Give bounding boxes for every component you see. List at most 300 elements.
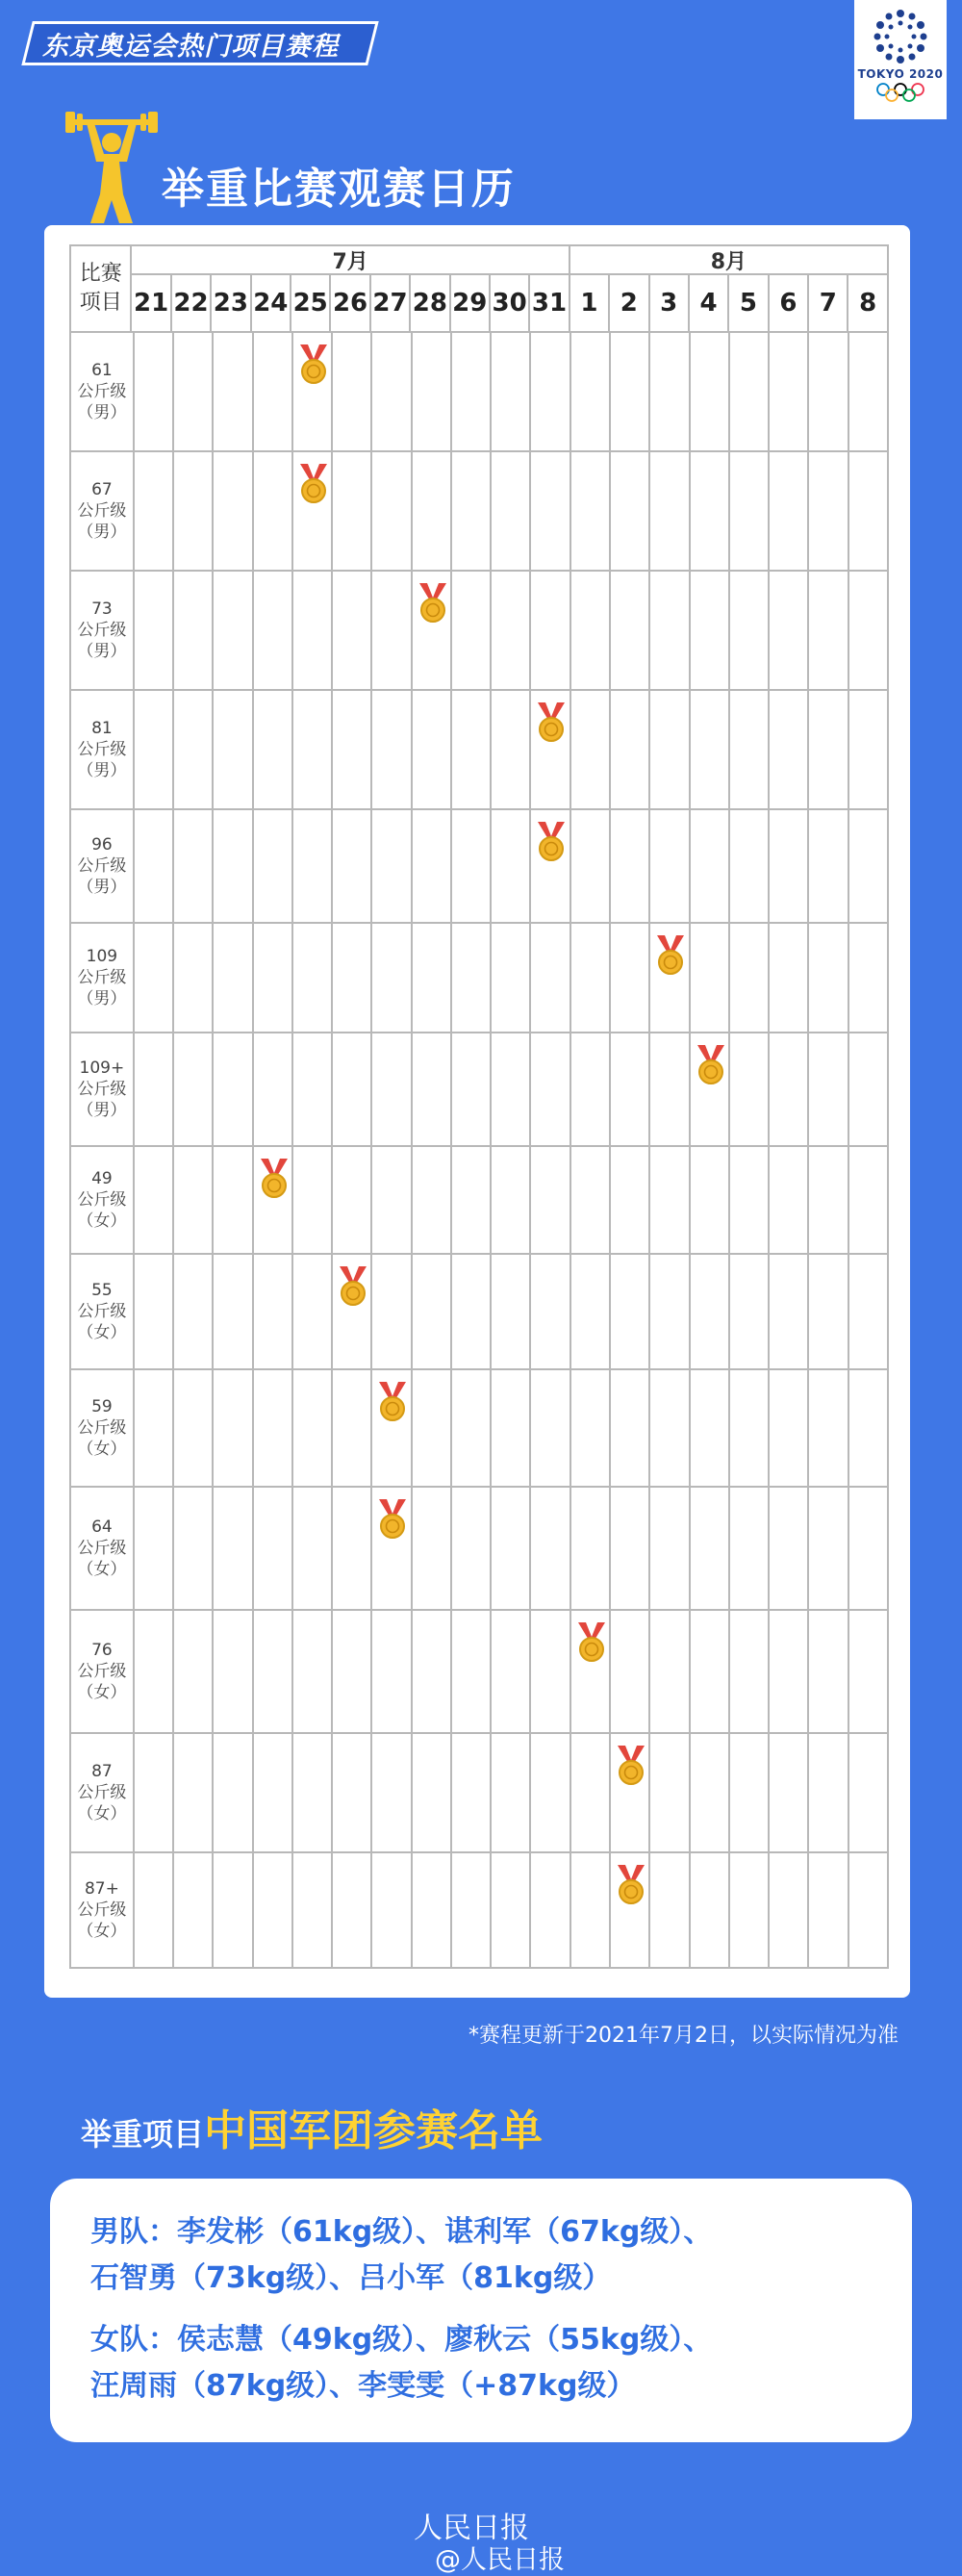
day-cell bbox=[452, 572, 492, 691]
day-cell bbox=[650, 572, 690, 691]
day-cell bbox=[174, 1488, 214, 1611]
event-category-cell bbox=[69, 1370, 135, 1488]
day-cell bbox=[531, 1488, 570, 1611]
day-cell bbox=[372, 810, 412, 924]
day-cell bbox=[650, 1488, 690, 1611]
banner-title: 东京奥运会热门项目赛程 bbox=[42, 32, 339, 62]
day-cell bbox=[372, 691, 412, 810]
calendar-body bbox=[69, 333, 889, 1969]
day-cell bbox=[611, 1611, 650, 1734]
day-cell bbox=[650, 1611, 690, 1734]
day-cell bbox=[730, 1255, 770, 1370]
day-cell bbox=[770, 572, 809, 691]
event-category-line3: （男） bbox=[77, 642, 127, 661]
corner-label-line2: 项目 bbox=[79, 291, 122, 315]
day-cell bbox=[492, 1734, 531, 1853]
day-cell bbox=[333, 452, 372, 572]
day-cell bbox=[413, 1853, 452, 1969]
day-cell bbox=[611, 1147, 650, 1255]
event-category-cell bbox=[69, 1734, 135, 1853]
date-header-cell: 30 bbox=[491, 273, 530, 333]
event-category-line1: 61 bbox=[91, 361, 113, 380]
date-header-cell: 5 bbox=[729, 273, 769, 333]
day-cell bbox=[492, 810, 531, 924]
day-cell bbox=[452, 1488, 492, 1611]
day-cell bbox=[135, 691, 174, 810]
gold-medal-icon bbox=[534, 820, 569, 868]
day-cell bbox=[809, 1255, 848, 1370]
event-row bbox=[69, 1853, 889, 1969]
day-cell bbox=[254, 1488, 293, 1611]
day-cell bbox=[293, 572, 333, 691]
day-cell bbox=[611, 333, 650, 452]
day-cell bbox=[611, 1255, 650, 1370]
day-cell bbox=[174, 1853, 214, 1969]
day-cell bbox=[135, 924, 174, 1033]
day-cell bbox=[571, 1255, 611, 1370]
day-cell bbox=[254, 1147, 293, 1255]
day-cell bbox=[413, 572, 452, 691]
month-label-2: 8月 bbox=[570, 244, 889, 273]
day-cell bbox=[174, 1255, 214, 1370]
date-header-cell: 3 bbox=[650, 273, 690, 333]
day-cell bbox=[531, 691, 570, 810]
day-cell bbox=[531, 1611, 570, 1734]
event-category-line2: 公斤级 bbox=[77, 1783, 127, 1802]
day-cell bbox=[492, 1370, 531, 1488]
day-cell bbox=[571, 1734, 611, 1853]
day-cell bbox=[293, 1734, 333, 1853]
date-header-cell: 6 bbox=[770, 273, 809, 333]
day-cell bbox=[531, 1147, 570, 1255]
event-category-cell bbox=[69, 1611, 135, 1734]
weightlifter-icon bbox=[62, 112, 162, 225]
event-category-cell bbox=[69, 1033, 135, 1147]
day-cell bbox=[611, 452, 650, 572]
day-cell bbox=[333, 924, 372, 1033]
day-cell bbox=[770, 1488, 809, 1611]
day-cell bbox=[214, 1033, 253, 1147]
day-cell bbox=[691, 924, 730, 1033]
date-header-cell: 28 bbox=[411, 273, 450, 333]
day-cell bbox=[452, 810, 492, 924]
day-cell bbox=[809, 1488, 848, 1611]
day-cell bbox=[531, 452, 570, 572]
day-cell bbox=[135, 1611, 174, 1734]
day-cell bbox=[730, 924, 770, 1033]
day-cell bbox=[849, 333, 889, 452]
day-cell bbox=[650, 1147, 690, 1255]
day-cell bbox=[413, 1370, 452, 1488]
calendar-header bbox=[69, 244, 889, 333]
day-cell bbox=[135, 1147, 174, 1255]
day-cell bbox=[770, 452, 809, 572]
day-cell bbox=[849, 810, 889, 924]
day-cell bbox=[293, 810, 333, 924]
day-cell bbox=[135, 333, 174, 452]
day-cell bbox=[174, 572, 214, 691]
gold-medal-icon bbox=[296, 462, 331, 510]
gold-medal-icon bbox=[574, 1620, 609, 1669]
day-cell bbox=[571, 452, 611, 572]
day-cell bbox=[174, 691, 214, 810]
day-cell bbox=[770, 810, 809, 924]
day-cell bbox=[214, 924, 253, 1033]
day-cell bbox=[254, 1033, 293, 1147]
day-cell bbox=[413, 1488, 452, 1611]
day-cell bbox=[849, 1853, 889, 1969]
day-cell bbox=[492, 1147, 531, 1255]
event-category-line2: 公斤级 bbox=[77, 621, 127, 640]
footer-handle: @人民日报 bbox=[435, 2545, 565, 2575]
day-cell bbox=[214, 1734, 253, 1853]
day-cell bbox=[174, 924, 214, 1033]
day-cell bbox=[809, 691, 848, 810]
day-cell bbox=[135, 1033, 174, 1147]
calendar-grid bbox=[69, 244, 889, 1969]
date-header-cell: 27 bbox=[371, 273, 411, 333]
month-row bbox=[132, 244, 889, 273]
day-cell bbox=[333, 1734, 372, 1853]
day-cell bbox=[333, 810, 372, 924]
day-cell bbox=[293, 1147, 333, 1255]
calendar-card bbox=[44, 225, 910, 1998]
day-cell bbox=[611, 572, 650, 691]
day-cell bbox=[333, 1488, 372, 1611]
event-row bbox=[69, 452, 889, 572]
day-cell bbox=[413, 924, 452, 1033]
day-cell bbox=[730, 1853, 770, 1969]
day-cell bbox=[333, 1370, 372, 1488]
gold-medal-icon bbox=[375, 1380, 410, 1428]
day-cell bbox=[809, 1370, 848, 1488]
day-cell bbox=[650, 1734, 690, 1853]
corner-label-line1: 比赛 bbox=[79, 262, 122, 286]
day-cell bbox=[174, 1033, 214, 1147]
day-cell bbox=[849, 452, 889, 572]
day-cell bbox=[770, 1370, 809, 1488]
day-cell bbox=[571, 1370, 611, 1488]
day-cell bbox=[214, 1147, 253, 1255]
day-cell bbox=[691, 333, 730, 452]
day-cell bbox=[770, 1255, 809, 1370]
day-cell bbox=[293, 1853, 333, 1969]
day-cell bbox=[691, 1370, 730, 1488]
event-category-line1: 109+ bbox=[79, 1058, 125, 1078]
event-category-line2: 公斤级 bbox=[77, 1302, 127, 1321]
day-cell bbox=[135, 452, 174, 572]
date-header-cell: 1 bbox=[570, 273, 610, 333]
gold-medal-icon bbox=[257, 1157, 291, 1205]
day-cell bbox=[611, 1370, 650, 1488]
day-cell bbox=[293, 1611, 333, 1734]
day-cell bbox=[531, 1255, 570, 1370]
day-cell bbox=[809, 452, 848, 572]
month-label-1: 7月 bbox=[132, 244, 570, 273]
day-cell bbox=[849, 1370, 889, 1488]
day-cell bbox=[413, 691, 452, 810]
day-cell bbox=[650, 1033, 690, 1147]
day-cell bbox=[492, 333, 531, 452]
day-cell bbox=[650, 1255, 690, 1370]
roster-title bbox=[81, 2096, 543, 2157]
day-cell bbox=[770, 691, 809, 810]
day-cell bbox=[333, 1255, 372, 1370]
event-category-line1: 67 bbox=[91, 480, 113, 499]
day-cell bbox=[214, 1370, 253, 1488]
roster-card bbox=[50, 2179, 912, 2442]
day-cell bbox=[293, 333, 333, 452]
tokyo-logo-text: TOKYO 2020 bbox=[857, 67, 944, 81]
gold-medal-icon bbox=[534, 701, 569, 749]
event-category-line2: 公斤级 bbox=[77, 1418, 127, 1438]
roster-title-prefix: 举重项目 bbox=[81, 2116, 205, 2153]
page-title: 举重比赛观赛日历 bbox=[162, 165, 516, 214]
day-cell bbox=[452, 333, 492, 452]
event-row bbox=[69, 1370, 889, 1488]
day-cell bbox=[531, 810, 570, 924]
event-category-line1: 64 bbox=[91, 1518, 113, 1537]
day-cell bbox=[254, 1611, 293, 1734]
day-cell bbox=[730, 1734, 770, 1853]
day-cell bbox=[254, 924, 293, 1033]
event-category-line1: 87 bbox=[91, 1762, 113, 1781]
event-category-line2: 公斤级 bbox=[77, 1900, 127, 1920]
date-header-cell: 26 bbox=[331, 273, 370, 333]
day-cell bbox=[730, 691, 770, 810]
event-category-line2: 公斤级 bbox=[77, 856, 127, 876]
event-category-line2: 公斤级 bbox=[77, 1662, 127, 1681]
day-cell bbox=[531, 1033, 570, 1147]
event-category-line3: （男） bbox=[77, 523, 127, 542]
day-cell bbox=[293, 1033, 333, 1147]
event-category-line3: （女） bbox=[77, 1440, 127, 1459]
day-cell bbox=[372, 1611, 412, 1734]
day-cell bbox=[174, 452, 214, 572]
day-cell bbox=[254, 1734, 293, 1853]
day-cell bbox=[135, 1488, 174, 1611]
day-cell bbox=[372, 452, 412, 572]
day-cell bbox=[254, 572, 293, 691]
day-cell bbox=[174, 1611, 214, 1734]
day-cell bbox=[571, 1488, 611, 1611]
gold-medal-icon bbox=[694, 1043, 728, 1091]
day-cell bbox=[293, 1370, 333, 1488]
day-cell bbox=[571, 924, 611, 1033]
event-row bbox=[69, 691, 889, 810]
event-category-line3: （男） bbox=[77, 989, 127, 1008]
day-cell bbox=[372, 1147, 412, 1255]
event-row bbox=[69, 924, 889, 1033]
day-cell bbox=[254, 1853, 293, 1969]
day-cell bbox=[611, 691, 650, 810]
day-cell bbox=[691, 691, 730, 810]
day-cell bbox=[372, 1033, 412, 1147]
event-row bbox=[69, 1734, 889, 1853]
day-cell bbox=[730, 1611, 770, 1734]
day-cell bbox=[691, 1488, 730, 1611]
day-cell bbox=[650, 1370, 690, 1488]
tokyo-emblem-icon bbox=[872, 8, 929, 65]
event-category-line3: （女） bbox=[77, 1683, 127, 1702]
day-cell bbox=[333, 1611, 372, 1734]
schedule-note: *赛程更新于2021年7月2日，以实际情况为准 bbox=[468, 2024, 899, 2048]
day-cell bbox=[413, 1033, 452, 1147]
event-category-cell bbox=[69, 1853, 135, 1969]
day-cell bbox=[333, 1147, 372, 1255]
day-cell bbox=[413, 1255, 452, 1370]
day-cell bbox=[770, 333, 809, 452]
day-cell bbox=[372, 572, 412, 691]
gold-medal-icon bbox=[296, 343, 331, 391]
day-cell bbox=[293, 452, 333, 572]
day-cell bbox=[135, 1370, 174, 1488]
day-cell bbox=[611, 1488, 650, 1611]
event-row bbox=[69, 572, 889, 691]
day-cell bbox=[691, 1853, 730, 1969]
event-category-line2: 公斤级 bbox=[77, 968, 127, 987]
day-cell bbox=[174, 1147, 214, 1255]
gold-medal-icon bbox=[614, 1863, 648, 1911]
event-category-cell bbox=[69, 1488, 135, 1611]
day-cell bbox=[650, 452, 690, 572]
day-cell bbox=[531, 333, 570, 452]
event-category-cell bbox=[69, 572, 135, 691]
day-cell bbox=[413, 1147, 452, 1255]
date-header-cell: 23 bbox=[212, 273, 251, 333]
event-category-line3: （男） bbox=[77, 761, 127, 780]
day-cell bbox=[691, 810, 730, 924]
event-category-line3: （女） bbox=[77, 1560, 127, 1579]
day-cell bbox=[135, 810, 174, 924]
day-cell bbox=[809, 333, 848, 452]
day-cell bbox=[691, 452, 730, 572]
date-header-cell: 22 bbox=[172, 273, 212, 333]
day-cell bbox=[254, 333, 293, 452]
day-cell bbox=[849, 572, 889, 691]
day-cell bbox=[492, 1488, 531, 1611]
gold-medal-icon bbox=[614, 1744, 648, 1792]
date-header-cell: 8 bbox=[848, 273, 888, 333]
day-cell bbox=[333, 691, 372, 810]
day-cell bbox=[809, 1611, 848, 1734]
day-cell bbox=[611, 1033, 650, 1147]
day-cell bbox=[611, 1734, 650, 1853]
date-header-cell: 25 bbox=[291, 273, 331, 333]
day-cell bbox=[293, 924, 333, 1033]
event-category-cell bbox=[69, 924, 135, 1033]
olympic-rings-icon bbox=[874, 83, 926, 102]
day-cell bbox=[293, 1488, 333, 1611]
day-cell bbox=[691, 1734, 730, 1853]
event-category-line1: 59 bbox=[91, 1397, 113, 1416]
day-cell bbox=[372, 1488, 412, 1611]
footer-watermark: 人民日报 bbox=[414, 2512, 529, 2545]
event-row bbox=[69, 1033, 889, 1147]
day-cell bbox=[135, 1734, 174, 1853]
day-cell bbox=[770, 1734, 809, 1853]
day-cell bbox=[254, 810, 293, 924]
gold-medal-icon bbox=[416, 581, 450, 629]
day-cell bbox=[492, 1255, 531, 1370]
day-cell bbox=[372, 333, 412, 452]
event-category-line3: （女） bbox=[77, 1804, 127, 1824]
event-category-line2: 公斤级 bbox=[77, 1539, 127, 1558]
day-cell bbox=[492, 691, 531, 810]
day-cell bbox=[650, 924, 690, 1033]
day-cell bbox=[135, 1255, 174, 1370]
event-category-line1: 76 bbox=[91, 1641, 113, 1660]
day-cell bbox=[214, 452, 253, 572]
gold-medal-icon bbox=[653, 933, 688, 982]
day-cell bbox=[135, 572, 174, 691]
day-cell bbox=[214, 333, 253, 452]
roster-title-highlight: 中国军团参赛名单 bbox=[204, 2106, 544, 2155]
event-row bbox=[69, 1147, 889, 1255]
roster-line-men-1: 男队：李发彬（61kg级）、谌利军（67kg级）、 bbox=[90, 2215, 713, 2249]
day-cell bbox=[730, 810, 770, 924]
date-header-cell: 21 bbox=[132, 273, 171, 333]
event-category-line1: 55 bbox=[91, 1281, 113, 1300]
day-cell bbox=[809, 1033, 848, 1147]
event-category-line1: 49 bbox=[91, 1169, 113, 1188]
day-cell bbox=[691, 572, 730, 691]
day-cell bbox=[691, 1033, 730, 1147]
event-category-line3: （男） bbox=[77, 1101, 127, 1120]
event-category-cell bbox=[69, 810, 135, 924]
day-cell bbox=[333, 1033, 372, 1147]
day-cell bbox=[730, 452, 770, 572]
day-cell bbox=[254, 452, 293, 572]
day-cell bbox=[413, 1611, 452, 1734]
roster-line-women-2: 汪周雨（87kg级）、李雯雯（+87kg级） bbox=[90, 2369, 636, 2403]
day-cell bbox=[650, 1853, 690, 1969]
event-category-line3: （女） bbox=[77, 1323, 127, 1342]
tokyo-2020-logo bbox=[854, 0, 947, 119]
day-cell bbox=[372, 1734, 412, 1853]
day-cell bbox=[770, 1853, 809, 1969]
event-category-line2: 公斤级 bbox=[77, 740, 127, 759]
event-category-cell bbox=[69, 333, 135, 452]
day-cell bbox=[254, 1255, 293, 1370]
day-cell bbox=[492, 1853, 531, 1969]
day-cell bbox=[174, 810, 214, 924]
day-cell bbox=[730, 1033, 770, 1147]
day-cell bbox=[492, 1611, 531, 1734]
event-category-line1: 87+ bbox=[84, 1879, 119, 1899]
day-cell bbox=[849, 1611, 889, 1734]
event-category-cell bbox=[69, 1147, 135, 1255]
day-cell bbox=[135, 1853, 174, 1969]
day-cell bbox=[214, 810, 253, 924]
day-cell bbox=[372, 1853, 412, 1969]
date-header-cell: 24 bbox=[252, 273, 291, 333]
day-cell bbox=[571, 810, 611, 924]
day-cell bbox=[452, 1255, 492, 1370]
day-cell bbox=[571, 1853, 611, 1969]
day-cell bbox=[174, 1734, 214, 1853]
day-cell bbox=[293, 1255, 333, 1370]
day-cell bbox=[809, 810, 848, 924]
day-cell bbox=[452, 1147, 492, 1255]
day-cell bbox=[770, 924, 809, 1033]
day-cell bbox=[571, 1611, 611, 1734]
day-cell bbox=[214, 1255, 253, 1370]
day-cell bbox=[413, 1734, 452, 1853]
event-category-line2: 公斤级 bbox=[77, 1190, 127, 1210]
day-cell bbox=[254, 1370, 293, 1488]
event-category-line1: 96 bbox=[91, 835, 113, 854]
